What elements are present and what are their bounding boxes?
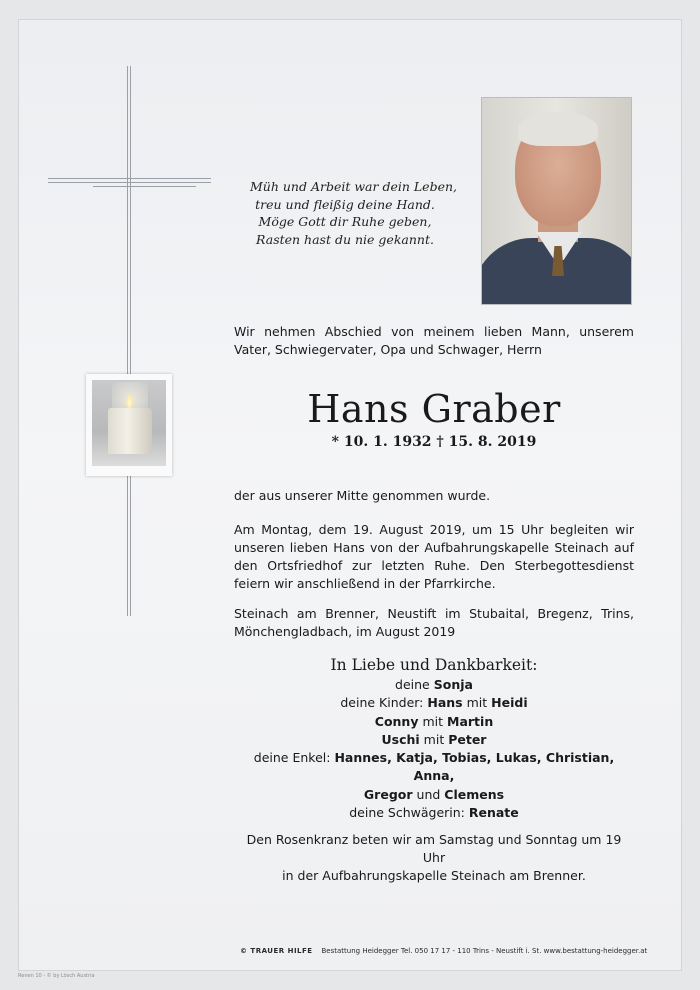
places-text: Steinach am Brenner, Neustift im Stubaital, Bregenz, Trins, Mönchengladbach, im August 2019 (234, 606, 634, 639)
cross-horizontal-beam (48, 178, 211, 187)
family-line-child (234, 731, 634, 749)
family-member: Peter (448, 731, 487, 747)
family-prefix: deine (395, 677, 430, 692)
family-member: Clemens (444, 786, 505, 802)
footer (240, 947, 648, 955)
verse-line: Müh und Arbeit war dein Leben, (250, 179, 457, 194)
family-connector: mit (422, 713, 444, 729)
family-member: Martin (447, 713, 494, 729)
family-member: Uschi (381, 731, 420, 747)
family-line-grandchildren (234, 749, 634, 786)
family-line-children (234, 694, 634, 712)
family-member: Gregor (363, 786, 413, 802)
footer-text: Bestattung Heidegger Tel. 050 17 17 - 110 Trins - Neustift i. St. www.bestattung-heidegger.at (321, 947, 648, 955)
family-prefix: deine Kinder: (340, 695, 424, 711)
family-member: Renate (468, 805, 519, 821)
family-prefix: deine Enkel: (253, 750, 331, 766)
thanks-title: In Liebe und Dankbarkeit: (330, 656, 538, 674)
family-line-sisterinlaw (234, 804, 634, 822)
family-member: Sonja (433, 677, 473, 692)
family-connector: mit (423, 731, 445, 747)
family-connector: und (416, 786, 441, 802)
taken-text: der aus unserer Mitte genommen wurde. (234, 488, 491, 503)
family-prefix: deine Schwägerin: (349, 805, 465, 821)
family-list (234, 676, 634, 822)
family-line-wife (234, 676, 634, 694)
verse-line: Möge Gott dir Ruhe geben, (258, 214, 432, 229)
family-line-grandchildren-cont (234, 786, 634, 804)
family-member: Heidi (491, 695, 528, 711)
footer-brand: © TRAUER HILFE (240, 947, 313, 955)
family-member: Conny (374, 713, 419, 729)
family-line-child (234, 713, 634, 731)
intro-text: Wir nehmen Abschied von meinem lieben Mann, unserem Vater, Schwiegervater, Opa und Schwager, Herrn (234, 324, 634, 357)
family-connector: mit (466, 695, 488, 711)
deceased-name: Hans Graber (307, 387, 561, 431)
flame-icon (126, 394, 133, 408)
portrait-photo (481, 97, 632, 305)
funeral-text: Am Montag, dem 19. August 2019, um 15 Uhr begleiten wir unseren lieben Hans von der Aufbahrungskapelle Steinach auf den Ortsfriedhof zur letzten Ruhe. Den Sterbegottesdienst feiern wir anschließend in der Pfarrkirche. (234, 522, 634, 591)
family-member: Hans (427, 695, 463, 711)
candle-icon (108, 408, 152, 454)
cross-vertical-beam (127, 66, 131, 616)
verse-line: treu und fleißig deine Hand. (255, 196, 435, 212)
imprint: Renen 10 - © by Lösch Austria (18, 973, 95, 979)
rosary-line: in der Aufbahrungskapelle Steinach am Brenner. (282, 868, 586, 883)
rosary-notice (234, 831, 634, 885)
memorial-verse (250, 178, 457, 248)
verse-line: Rasten hast du nie gekannt. (256, 231, 434, 247)
rosary-line: Den Rosenkranz beten wir am Samstag und Sonntag um 19 Uhr (246, 832, 622, 865)
life-dates: * 10. 1. 1932 † 15. 8. 2019 (331, 434, 537, 450)
candle-image (86, 374, 172, 476)
family-member: Hannes, Katja, Tobias, Lukas, Christian, Anna, (334, 750, 615, 784)
